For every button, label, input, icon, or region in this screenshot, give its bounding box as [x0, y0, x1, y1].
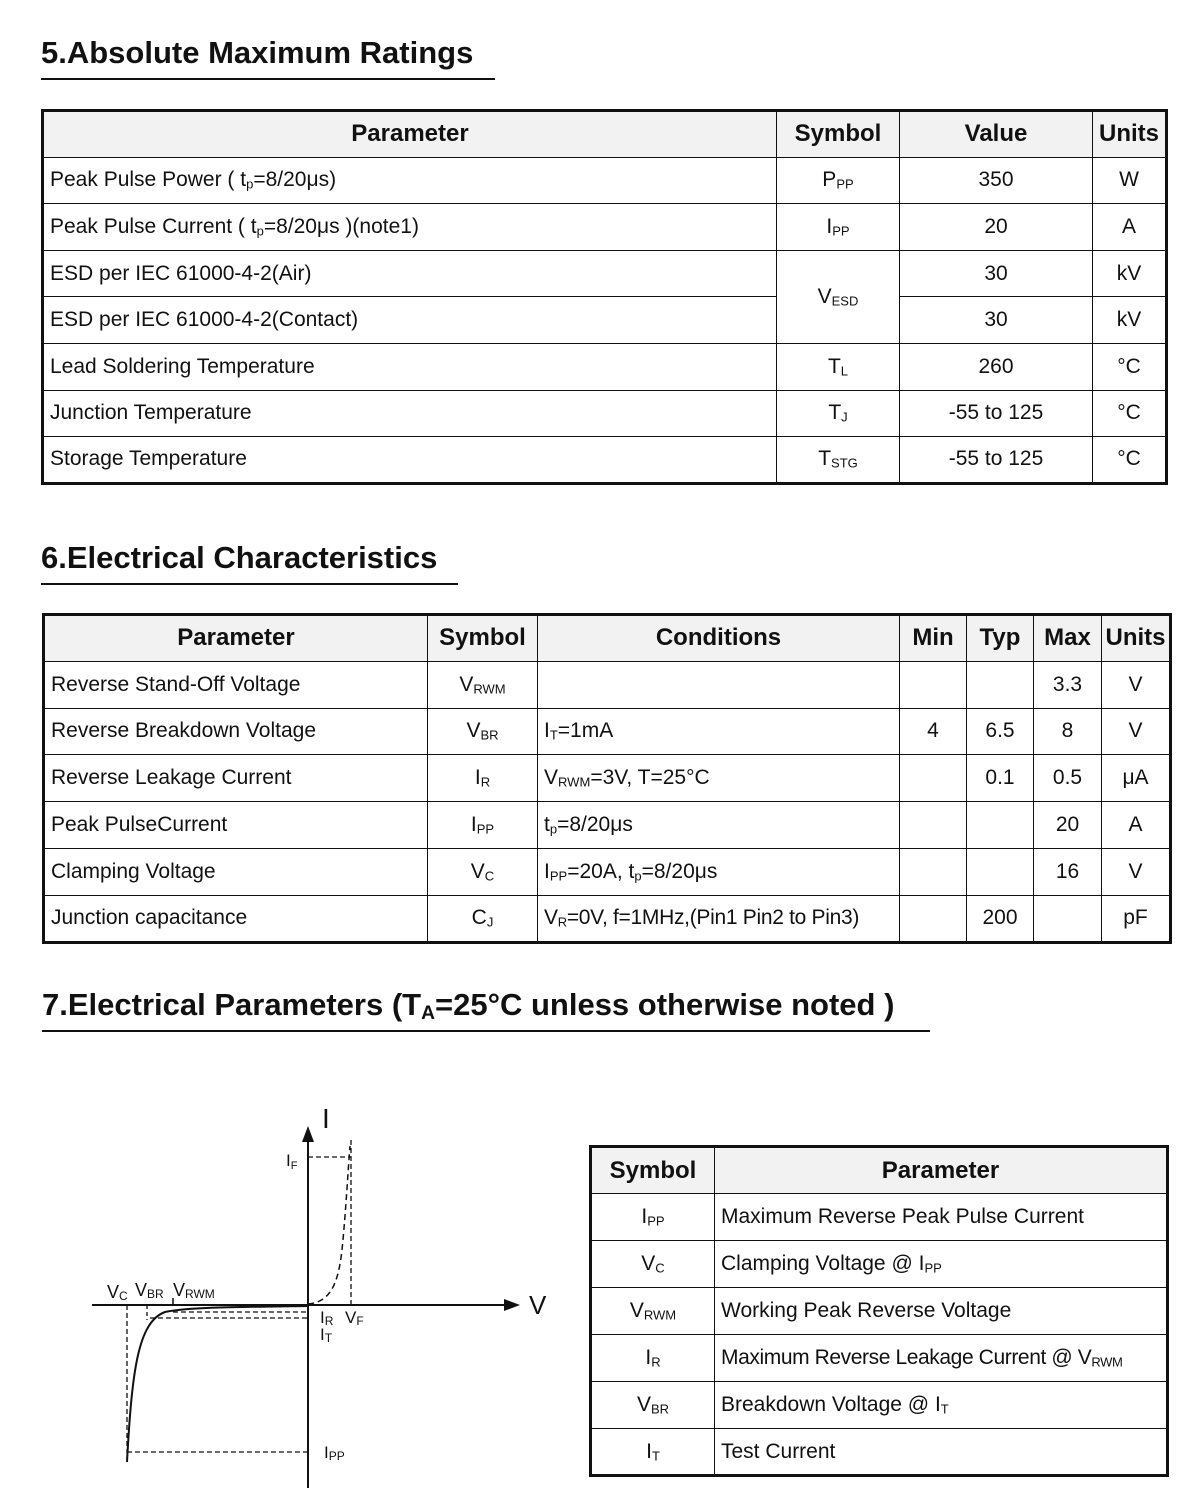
vbr-label: VBR	[135, 1280, 164, 1301]
conditions-cell: $t_p=8/20\mu s$	[538, 802, 900, 849]
conditions-cell: $V_R=0V$, f=1MHz,(Pin1 Pin2 to Pin3)	[538, 895, 900, 942]
table-row	[591, 1241, 1168, 1288]
max-cell: 20	[1034, 802, 1102, 849]
voltage-axis-label: V	[529, 1290, 547, 1320]
parameter-cell: Reverse Stand-Off Voltage	[44, 661, 428, 708]
symbol-cell: $V_C$	[591, 1241, 715, 1288]
parameter-cell: Breakdown Voltage @ $I_T$	[715, 1382, 1168, 1429]
parameter-cell: Junction Temperature	[43, 390, 777, 437]
col-header-conditions: Conditions	[538, 615, 900, 662]
parameter-cell: Junction capacitance	[44, 895, 428, 942]
typ-cell	[967, 802, 1034, 849]
symbol-cell: $V_{RWM}$	[591, 1288, 715, 1335]
absolute-maximum-ratings-table	[41, 109, 1168, 485]
symbol-cell: $T_{STG}$	[777, 437, 900, 484]
typ-cell: 6.5	[967, 708, 1034, 755]
table-header-row	[591, 1147, 1168, 1194]
col-header-typ: Typ	[967, 615, 1034, 662]
parameter-cell: Clamping Voltage @ $I_{PP}$	[715, 1241, 1168, 1288]
parameter-cell: Working Peak Reverse Voltage	[715, 1288, 1168, 1335]
table-row	[44, 661, 1171, 708]
ipp-label: IPP	[324, 1443, 345, 1463]
symbol-definitions-table	[589, 1145, 1169, 1477]
section-5-underline	[41, 78, 495, 80]
max-cell: 0.5	[1034, 755, 1102, 802]
parameter-cell: Maximum Reverse Leakage Current @ $V_{RWM}$	[715, 1335, 1168, 1382]
col-header-symbol: Symbol	[428, 615, 538, 662]
typ-cell: 0.1	[967, 755, 1034, 802]
col-header-min: Min	[900, 615, 967, 662]
units-cell: V	[1102, 661, 1171, 708]
units-cell: °C	[1093, 437, 1167, 484]
table-row	[591, 1288, 1168, 1335]
section-6-underline	[41, 583, 458, 585]
vc-label: VC	[107, 1282, 128, 1303]
value-cell: 260	[900, 343, 1093, 390]
table-row	[591, 1429, 1168, 1476]
section-5-title: 5.Absolute Maximum Ratings	[41, 35, 474, 70]
col-header-symbol: Symbol	[777, 111, 900, 158]
table-header-row	[44, 615, 1171, 662]
units-cell: μA	[1102, 755, 1171, 802]
parameter-cell: Maximum Reverse Peak Pulse Current	[715, 1194, 1168, 1241]
table-row	[44, 755, 1171, 802]
max-cell	[1034, 895, 1102, 942]
symbol-cell: $I_T$	[591, 1429, 715, 1476]
it-label: IT	[320, 1325, 333, 1345]
min-cell: 4	[900, 708, 967, 755]
table-row	[43, 250, 1167, 297]
symbol-cell: $I_{PP}$	[777, 204, 900, 251]
table-row	[43, 297, 1167, 344]
max-cell: 8	[1034, 708, 1102, 755]
parameter-cell: ESD per IEC 61000-4-2(Contact)	[43, 297, 777, 344]
symbol-cell: $C_J$	[428, 895, 538, 942]
col-header-parameter: Parameter	[44, 615, 428, 662]
symbol-cell: $V_{BR}$	[428, 708, 538, 755]
section-6-title: 6.Electrical Characteristics	[41, 540, 438, 575]
min-cell	[900, 848, 967, 895]
typ-cell	[967, 848, 1034, 895]
col-header-units: Units	[1093, 111, 1167, 158]
units-cell: V	[1102, 708, 1171, 755]
table-row	[43, 437, 1167, 484]
symbol-cell: $P_{PP}$	[777, 157, 900, 204]
table-row	[591, 1335, 1168, 1382]
value-cell: 20	[900, 204, 1093, 251]
symbol-cell: $V_{ESD}$	[777, 250, 900, 343]
reverse-breakdown-curve	[127, 1306, 308, 1462]
units-cell: pF	[1102, 895, 1171, 942]
table-row	[591, 1194, 1168, 1241]
col-header-parameter: Parameter	[715, 1147, 1168, 1194]
current-axis-arrowhead	[302, 1126, 314, 1142]
table-row	[43, 204, 1167, 251]
table-row	[43, 157, 1167, 204]
forward-conduction-curve	[308, 1146, 350, 1304]
table-row	[43, 390, 1167, 437]
vf-label: VF	[345, 1308, 364, 1328]
min-cell	[900, 661, 967, 708]
electrical-characteristics-table	[42, 613, 1172, 944]
value-cell: 350	[900, 157, 1093, 204]
conditions-cell: $I_{PP}=20A$, $t_p=8/20\mu s$	[538, 848, 900, 895]
value-cell: -55 to 125	[900, 437, 1093, 484]
min-cell	[900, 802, 967, 849]
current-axis-label: I	[322, 1103, 330, 1134]
units-cell: W	[1093, 157, 1167, 204]
section-7-title: 7.Electrical Parameters ($T_A=25^\circ C$ unless otherwise noted )	[42, 987, 895, 1024]
typ-cell: 200	[967, 895, 1034, 942]
symbol-cell: $I_R$	[428, 755, 538, 802]
units-cell: kV	[1093, 297, 1167, 344]
col-header-units: Units	[1102, 615, 1171, 662]
table-row	[591, 1382, 1168, 1429]
symbol-cell: $V_{BR}$	[591, 1382, 715, 1429]
units-cell: V	[1102, 848, 1171, 895]
if-label: IF	[286, 1151, 298, 1172]
table-row	[44, 895, 1171, 942]
conditions-cell: $V_{RWM}=3V$, T=25°C	[538, 755, 900, 802]
table-header-row	[43, 111, 1167, 158]
units-cell: A	[1093, 204, 1167, 251]
parameter-cell: Peak Pulse Current ( $t_p=8/20\mu s$ )(note1)	[43, 204, 777, 251]
parameter-cell: Peak PulseCurrent	[44, 802, 428, 849]
parameter-cell: Test Current	[715, 1429, 1168, 1476]
parameter-cell: Lead Soldering Temperature	[43, 343, 777, 390]
symbol-cell: $T_J$	[777, 390, 900, 437]
units-cell: °C	[1093, 390, 1167, 437]
units-cell: A	[1102, 802, 1171, 849]
iv-characteristic-diagram	[80, 1090, 560, 1488]
symbol-cell: $I_R$	[591, 1335, 715, 1382]
conditions-cell: $I_T=1mA$	[538, 708, 900, 755]
symbol-cell: $I_{PP}$	[591, 1194, 715, 1241]
col-header-value: Value	[900, 111, 1093, 158]
ir-label: IR	[320, 1308, 334, 1328]
table-row	[44, 708, 1171, 755]
max-cell: 3.3	[1034, 661, 1102, 708]
parameter-cell: Reverse Leakage Current	[44, 755, 428, 802]
symbol-cell: $I_{PP}$	[428, 802, 538, 849]
typ-cell	[967, 661, 1034, 708]
units-cell: kV	[1093, 250, 1167, 297]
symbol-cell: $T_L$	[777, 343, 900, 390]
symbol-cell: $V_{RWM}$	[428, 661, 538, 708]
voltage-axis-arrowhead	[504, 1299, 520, 1311]
parameter-cell: Reverse Breakdown Voltage	[44, 708, 428, 755]
table-row	[44, 848, 1171, 895]
max-cell: 16	[1034, 848, 1102, 895]
col-header-parameter: Parameter	[43, 111, 777, 158]
symbol-cell: $V_C$	[428, 848, 538, 895]
table-row	[44, 802, 1171, 849]
parameter-cell: Peak Pulse Power ( $t_p=8/20\mu s$)	[43, 157, 777, 204]
col-header-symbol: Symbol	[591, 1147, 715, 1194]
parameter-cell: ESD per IEC 61000-4-2(Air)	[43, 250, 777, 297]
min-cell	[900, 755, 967, 802]
min-cell	[900, 895, 967, 942]
parameter-cell: Storage Temperature	[43, 437, 777, 484]
vrwm-label: VRWM	[173, 1280, 215, 1301]
conditions-cell	[538, 661, 900, 708]
units-cell: °C	[1093, 343, 1167, 390]
table-row	[43, 343, 1167, 390]
value-cell: 30	[900, 297, 1093, 344]
parameter-cell: Clamping Voltage	[44, 848, 428, 895]
value-cell: -55 to 125	[900, 390, 1093, 437]
value-cell: 30	[900, 250, 1093, 297]
col-header-max: Max	[1034, 615, 1102, 662]
section-7-underline	[42, 1030, 930, 1032]
